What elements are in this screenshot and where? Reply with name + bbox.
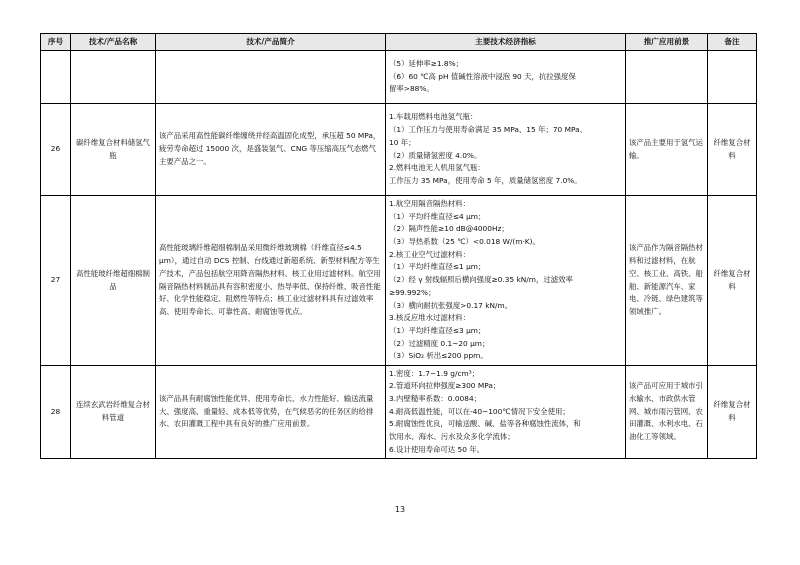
spec-line: （5）延伸率≥1.8%； [389,58,464,68]
spec-line: 2.管道环向拉伸强度≥300 MPa； [389,381,501,391]
cell-empty [41,51,71,104]
cell-note: 纤维复合材料 [708,366,757,459]
spec-line: （3）横向耐抗张强度>0.17 kN/m。 [389,300,513,310]
cell-empty [156,51,386,104]
spec-line: （6）60 ℃高 pH 值碱性溶液中浸泡 90 天，抗拉强度保 [389,71,576,81]
spec-line: 2.核工业空气过滤材料： [389,249,470,259]
spec-line: （2）质量储氢密度 4.0%。 [389,150,482,160]
spec-line: （1）平均纤维直径≤1 μm； [389,262,486,272]
cell-empty [626,51,708,104]
page-number: 13 [394,505,406,514]
spec-line: （1）工作压力与使用寿命满足 35 MPa、15 年；70 MPa、 [389,125,588,135]
cell-index: 26 [41,104,71,196]
cell-name: 高性能玻纤维超细棉制品 [71,196,156,366]
cell-spec [386,104,626,196]
cell-note: 纤维复合材料 [708,104,757,196]
spec-line: 6.设计使用寿命可达 50 年。 [389,444,485,454]
spec-line: 2.燃料电池无人机用氢气瓶： [389,163,485,173]
header-spec: 主要技术经济指标 [386,34,626,51]
table-header-row [41,34,757,51]
cell-empty [71,51,156,104]
spec-line: 4.耐高低温性能，可以在-40~100℃情况下安全使用； [389,406,570,416]
spec-line: 1.密度：1.7~1.9 g/cm³； [389,368,480,378]
spec-line: （2）过滤精度 0.1~20 μm； [389,338,490,348]
table-row [41,196,757,366]
spec-line: （2）隔声性能≥10 dB@4000Hz； [389,224,509,234]
spec-line: 3.内壁糙率系数：0.0084； [389,393,482,403]
cell-prospect: 该产品主要用于氢气运输。 [626,104,708,196]
cell-index: 28 [41,366,71,459]
spec-line: （1）平均纤维直径≤4 μm； [389,211,486,221]
spec-line: 10 年； [389,137,416,147]
cell-name: 碳纤维复合材料储氢气瓶 [71,104,156,196]
cell-spec [386,51,626,104]
spec-line: 工作压力 35 MPa，使用寿命 5 年，质量储氢密度 7.0%。 [389,175,582,185]
header-intro: 技术/产品简介 [156,34,386,51]
cell-note: 纤维复合材料 [708,196,757,366]
spec-line: （2）经 γ 射线辐照后横向强度≥0.35 kN/m，过滤效率 [389,275,573,285]
spec-line: ≥99.992%； [389,287,436,297]
spec-line: 饮用水、海水、污水及众多化学流体； [389,432,515,442]
cell-intro: 该产品具有耐腐蚀性能优异、使用寿命长、水力性能好、输送流量大、强度高、重量轻、成本低等优势，在气候恶劣的任务区的给排水、农田灌溉工程中具有良好的推广应用前景。 [156,366,386,459]
spec-line: （3）导热系数（25 ℃）<0.018 W/(m·K)。 [389,237,540,247]
header-name: 技术/产品名称 [71,34,156,51]
cell-prospect: 该产品作为隔音隔热材料和过滤材料，在航空、核工业、高铁、船舶、新能源汽车、家电、冷链、绿色建筑等领域推广。 [626,196,708,366]
spec-line: 1.航空用隔音隔热材料： [389,198,470,208]
cell-spec [386,196,626,366]
spec-line: 3.核反应堆水过滤材料： [389,313,470,323]
cell-intro: 高性能玻璃纤维超细棉制品采用微纤维玻璃棉（纤维直径≤4.5 μm），通过自动 DCS 控制、台线通过新超系统、新型材料配方等生产技术，产品包括航空用降音隔热材料、核工业用过滤材料。航空用隔音隔热材料制品具有容积密度小、热导率低、保持纤维、吸音性能好、化学性能稳定、阻燃性等特点；核工业过滤材料具有过滤效率高、使用寿命长、可靠性高、耐腐蚀等优点。 [156,196,386,366]
cell-spec [386,366,626,459]
cell-name: 连续玄武岩纤维复合材料管道 [71,366,156,459]
cell-intro: 该产品采用高性能碳纤维缠绕并经高温固化成型，承压超 50 MPa，疲劳寿命超过 15000 次，是盛装氢气、CNG 等压缩高压气态燃气主要产品之一。 [156,104,386,196]
table-row [41,366,757,459]
spec-line: 1.车载用燃料电池氢气瓶： [389,112,478,122]
spec-line: 5.耐腐蚀性优良，可输送酸、碱、盐等各种腐蚀性流体，和 [389,419,581,429]
header-index: 序号 [41,34,71,51]
cell-empty [708,51,757,104]
table-row-continued [41,51,757,104]
table-row [41,104,757,196]
spec-line: （3）SiO₂ 析出≤200 ppm。 [389,351,488,361]
cell-prospect: 该产品可应用于城市引水输水、市政供水管网、城市雨污管网、农田灌溉、水利水电、石油化工等领域。 [626,366,708,459]
header-prospect: 推广应用前景 [626,34,708,51]
cell-index: 27 [41,196,71,366]
technology-table [40,33,757,459]
spec-line: （1）平均纤维直径≤3 μm； [389,325,486,335]
header-note: 备注 [708,34,757,51]
spec-line: 留率>88%。 [389,84,434,94]
